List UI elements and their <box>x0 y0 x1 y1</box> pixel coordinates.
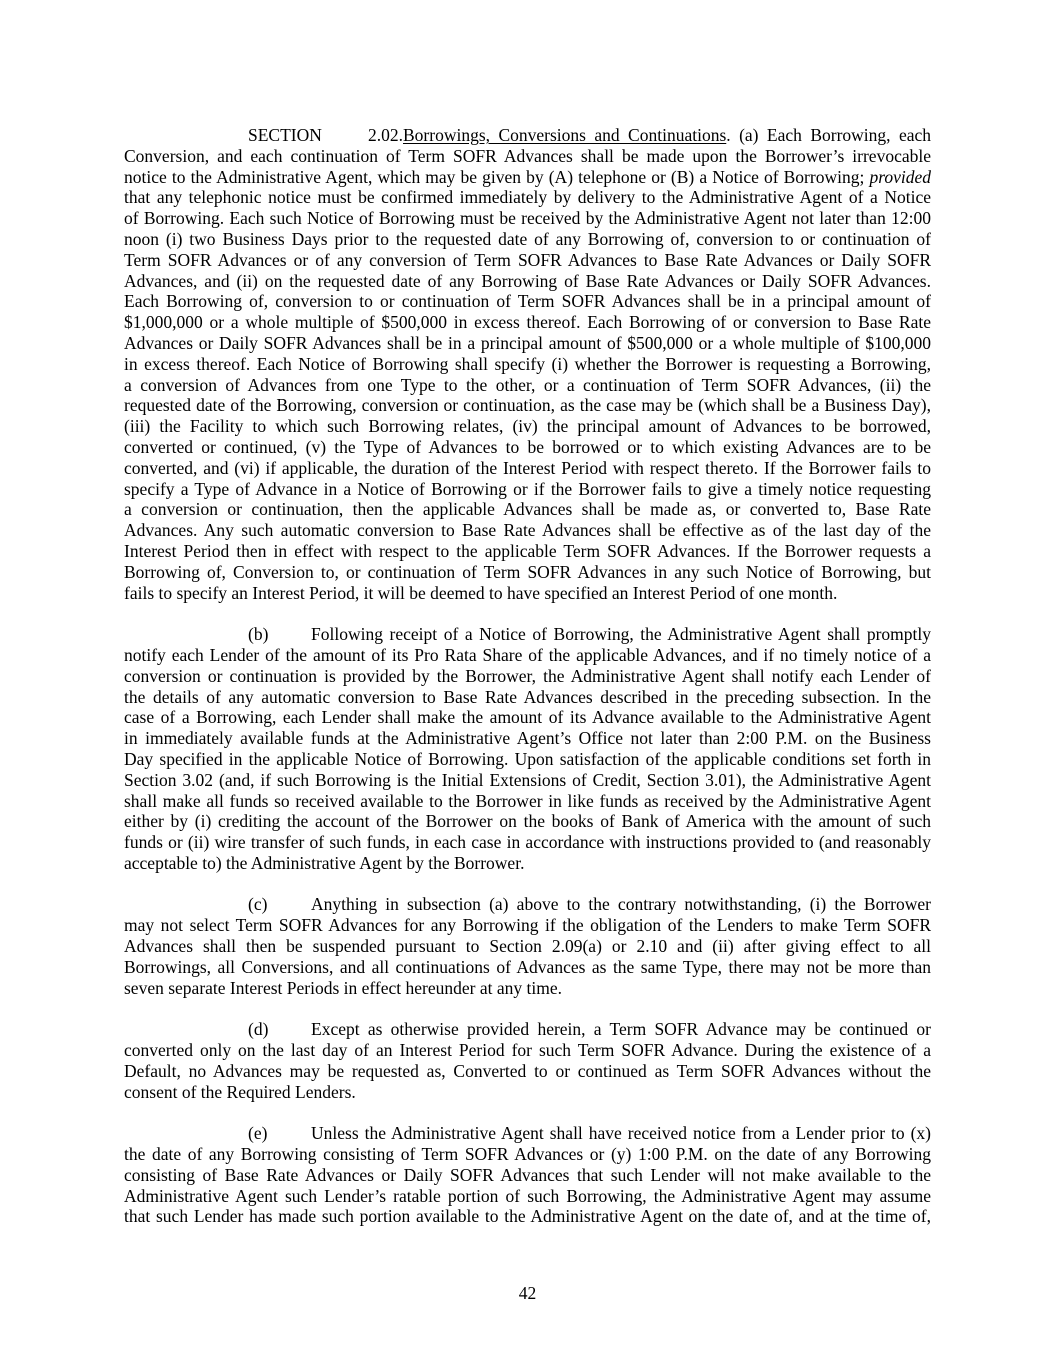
text-body <box>124 125 931 1227</box>
text-line: Administrative Agent such Lender’s ratable portion of such Borrowing, the Administrative Agent may assume <box>124 1185 931 1206</box>
text-line: shall make all funds so received available to the Borrower in like funds as received by the Administrative Agent <box>124 790 931 811</box>
text-line: fails to specify an Interest Period, it will be deemed to have specified an Interest Period of one month. <box>124 582 838 603</box>
text-line <box>124 167 931 188</box>
text-line: Each Borrowing of, conversion to or continuation of Term SOFR Advances shall be in a principal amount of <box>124 291 931 312</box>
text-line: in immediately available funds at the Administrative Agent’s Office not later than 2:00 P.M. on the Business <box>124 728 931 749</box>
text-line <box>124 1123 931 1144</box>
paragraph-d <box>124 1019 931 1102</box>
text-line: consisting of Base Rate Advances or Daily SOFR Advances that such Lender will not make available to the <box>124 1164 931 1185</box>
text-line: Advances, and (ii) on the requested date of any Borrowing of Base Rate Advances or Daily SOFR Advances. <box>124 270 931 291</box>
text-line: converted only on the last day of an Interest Period for such Term SOFR Advance. During the existence of a <box>124 1040 931 1061</box>
line-text: Unless the Administrative Agent shall have received notice from a Lender prior to (x) <box>311 1123 931 1144</box>
line-text: Except as otherwise provided herein, a Term SOFR Advance may be continued or <box>311 1019 931 1040</box>
text-line: noon (i) two Business Days prior to the requested date of any Borrowing of, conversion to or continuation of <box>124 228 931 249</box>
subsection-label: (b) <box>248 624 269 645</box>
emphasized-term: provided <box>869 166 931 187</box>
text-line: notify each Lender of the amount of its Pro Rata Share of the applicable Advances, and if no timely notice of a <box>124 644 931 665</box>
paragraph-b <box>124 624 931 874</box>
line-text: . (a) Each Borrowing, each <box>726 125 931 145</box>
text-line: requested date of the Borrowing, conversion or continuation, as the case may be (which shall be a Business Day), <box>124 395 931 416</box>
text-line: Day specified in the applicable Notice of Borrowing. Upon satisfaction of the applicable conditions set forth in <box>124 748 931 769</box>
text-line: Term SOFR Advances or of any conversion of Term SOFR Advances to Base Rate Advances or Daily SOFR <box>124 249 931 270</box>
text-line: case of a Borrowing, each Lender shall make the amount of its Advance available to the Administrative Agent <box>124 707 931 728</box>
text-line: $1,000,000 or a whole multiple of $500,000 in excess thereof. Each Borrowing of or conversion to Base Rate <box>124 312 931 333</box>
text-line: specify a Type of Advance in a Notice of Borrowing or if the Borrower fails to give a timely notice requesting <box>124 478 931 499</box>
text-line <box>124 1019 931 1040</box>
text-line: funds or (ii) wire transfer of such funds, in each case in accordance with instructions provided to (and reasonably <box>124 832 931 853</box>
text-line: Advances shall then be suspended pursuant to Section 2.09(a) or 2.10 and (ii) after giving effect to all <box>124 936 931 957</box>
text-line: Interest Period then in effect with respect to the applicable Term SOFR Advances. If the Borrower requests a <box>124 540 931 561</box>
text-line: the details of any automatic conversion to Base Rate Advances described in the preceding subsection. In the <box>124 686 931 707</box>
paragraph-a <box>124 125 931 603</box>
subsection-label: (c) <box>248 894 268 915</box>
line-text: notice to the Administrative Agent, which may be given by (A) telephone or (B) a Notice of Borrowing; <box>124 166 865 187</box>
text-line: that such Lender has made such portion available to the Administrative Agent on the date of, and at the time of, <box>124 1206 931 1227</box>
text-line <box>124 894 931 915</box>
text-line: may not select Term SOFR Advances for any Borrowing if the obligation of the Lenders to make Term SOFR <box>124 915 931 936</box>
section-number: SECTION 2.02. <box>248 125 403 145</box>
text-line: converted, and (vi) if applicable, the duration of the Interest Period with respect thereto. If the Borrower fails to <box>124 457 931 478</box>
text-line: of Borrowing. Each such Notice of Borrowing must be received by the Administrative Agent not later than 12:00 <box>124 208 931 229</box>
text-line: seven separate Interest Periods in effect hereunder at any time. <box>124 977 562 998</box>
text-line: Borrowing of, Conversion to, or continuation of Term SOFR Advances in any such Notice of Borrowing, but <box>124 561 931 582</box>
text-line <box>124 125 931 146</box>
paragraph-e <box>124 1123 931 1227</box>
text-line: consent of the Required Lenders. <box>124 1081 356 1102</box>
text-line: Borrowings, all Conversions, and all continuations of Advances as the same Type, there may not be more than <box>124 956 931 977</box>
text-line: either by (i) crediting the account of the Borrower on the books of Bank of America with the amount of such <box>124 811 931 832</box>
text-line: a conversion or continuation, then the applicable Advances shall be made as, or converted to, Base Rate <box>124 499 931 520</box>
subsection-label: (d) <box>248 1019 269 1040</box>
text-line: Advances or Daily SOFR Advances shall be in a principal amount of $500,000 or a whole multiple of $100,000 <box>124 332 931 353</box>
paragraph-c <box>124 894 931 998</box>
text-line <box>124 624 931 645</box>
text-line: in excess thereof. Each Notice of Borrowing shall specify (i) whether the Borrower is requesting a Borrowing, <box>124 353 931 374</box>
line-text: Following receipt of a Notice of Borrowing, the Administrative Agent shall promptly <box>311 624 931 645</box>
text-line: the date of any Borrowing consisting of Term SOFR Advances or (y) 1:00 P.M. on the date of any Borrowing <box>124 1144 931 1165</box>
text-line: that any telephonic notice must be confirmed immediately by delivery to the Administrative Agent of a Notice <box>124 187 931 208</box>
text-line: converted or continued, (v) the Type of Advances to be borrowed or to which existing Advances are to be <box>124 436 931 457</box>
line-text: Anything in subsection (a) above to the contrary notwithstanding, (i) the Borrower <box>311 894 931 915</box>
text-line: Advances. Any such automatic conversion to Base Rate Advances shall be effective as of the last day of the <box>124 520 931 541</box>
text-line: acceptable to) the Administrative Agent by the Borrower. <box>124 852 525 873</box>
text-line: (iii) the Facility to which such Borrowing relates, (iv) the principal amount of Advances to be borrowed, <box>124 416 931 437</box>
subsection-label: (e) <box>248 1123 268 1144</box>
text-line: conversion or continuation is provided by the Borrower, the Administrative Agent shall notify each Lender of <box>124 665 931 686</box>
text-line: Default, no Advances may be requested as, Converted to or continued as Term SOFR Advances without the <box>124 1060 931 1081</box>
section-heading: Borrowings, Conversions and Continuations <box>403 125 727 145</box>
text-line: Conversion, and each continuation of Term SOFR Advances shall be made upon the Borrower’s irrevocable <box>124 145 931 166</box>
text-line: Section 3.02 (and, if such Borrowing is the Initial Extensions of Credit, Section 3.01), the Administrative Agent <box>124 769 931 790</box>
page-number: 42 <box>518 1283 537 1303</box>
text-line: a conversion of Advances from one Type to the other, or a continuation of Term SOFR Advances, (ii) the <box>124 374 931 395</box>
